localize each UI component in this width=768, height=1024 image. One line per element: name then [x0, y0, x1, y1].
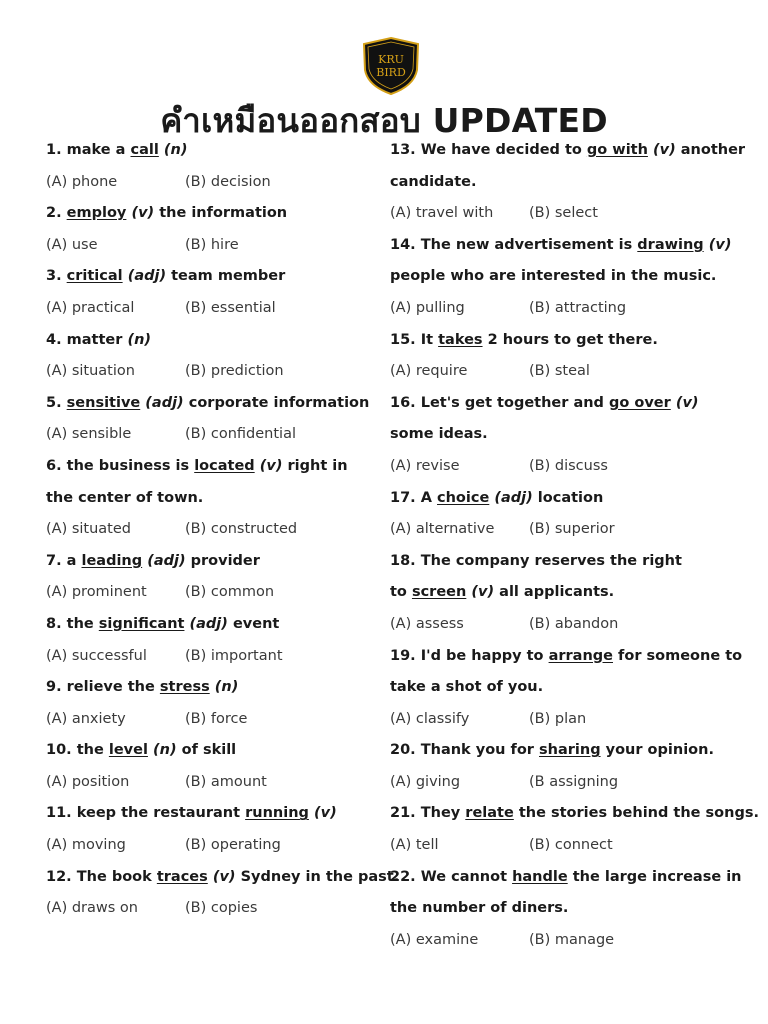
- keyword: significant: [98, 615, 185, 632]
- question-text: Sydney in the past.: [235, 868, 400, 885]
- option-b: (B) steal: [529, 363, 590, 380]
- question-text: of skill: [176, 742, 237, 759]
- option-b: (B) superior: [529, 521, 615, 538]
- question-line: [46, 612, 366, 644]
- right-question-column: [390, 138, 759, 959]
- question-text: to: [390, 584, 412, 601]
- option-a: (A) examine: [390, 931, 479, 948]
- answer-options: [46, 707, 366, 739]
- question-line: [390, 422, 730, 454]
- question-text: 6. the business is: [46, 457, 195, 474]
- answer-options: [46, 296, 366, 328]
- keyword: leading: [81, 552, 143, 569]
- question-line: [390, 328, 730, 360]
- option-b: (B) hire: [185, 236, 239, 253]
- answer-options: [390, 359, 730, 391]
- answer-options: [46, 896, 366, 928]
- question-line: [46, 328, 366, 360]
- question-text: 15. It: [390, 331, 439, 348]
- question-line: [390, 896, 730, 928]
- part-of-speech: (n): [163, 142, 188, 158]
- question-text: 2 hours to get there.: [482, 331, 658, 348]
- option-b: (B) constructed: [185, 521, 298, 538]
- option-a: (A) situation: [46, 363, 135, 380]
- option-a: (A) classify: [390, 710, 470, 727]
- question-text: corporate information: [183, 394, 370, 411]
- question-text: 17. A: [390, 489, 438, 506]
- question-text: your opinion.: [600, 742, 714, 759]
- question-line: [46, 201, 366, 233]
- answer-options: [46, 517, 366, 549]
- option-a: (A) sensible: [46, 426, 132, 443]
- question-text: 20. Thank you for: [390, 742, 540, 759]
- question-line: [390, 549, 730, 581]
- question-line: [46, 865, 400, 897]
- option-a: (A) phone: [46, 173, 118, 190]
- option-b: (B) amount: [185, 773, 267, 790]
- option-b: (B) prediction: [185, 363, 284, 380]
- answer-options: [390, 517, 730, 549]
- option-b: (B) discuss: [529, 457, 608, 474]
- question-line: [46, 454, 366, 486]
- option-b: (B) attracting: [529, 299, 627, 316]
- option-a: (A) moving: [46, 837, 126, 854]
- question-text: 19. I'd be happy to: [390, 647, 549, 664]
- question-line: [390, 264, 730, 296]
- option-b: (B) connect: [529, 837, 613, 854]
- question-line: [46, 675, 366, 707]
- answer-options: [46, 644, 366, 676]
- answer-options: [46, 833, 366, 865]
- question-text: 11. keep the restaurant: [46, 805, 246, 822]
- keyword: sensitive: [66, 394, 141, 411]
- keyword: go with: [586, 142, 648, 158]
- question-text: the center of town.: [46, 489, 204, 506]
- question-text: all applicants.: [494, 584, 615, 601]
- answer-options: [390, 707, 730, 739]
- part-of-speech: (v): [708, 236, 732, 253]
- question-line: [46, 738, 366, 770]
- option-a: (A) position: [46, 773, 130, 790]
- question-text: for someone to: [613, 647, 743, 664]
- part-of-speech: (v): [471, 584, 495, 601]
- option-b: (B) select: [529, 205, 598, 222]
- part-of-speech: (n): [153, 742, 177, 759]
- question-text: 4. matter: [46, 331, 128, 348]
- keyword: critical: [66, 268, 123, 285]
- option-a: (A) situated: [46, 521, 131, 538]
- question-text: 10. the: [46, 742, 109, 759]
- question-text: 13. We have decided to: [390, 142, 587, 158]
- option-b: (B) abandon: [529, 615, 619, 632]
- part-of-speech: (v): [313, 805, 337, 822]
- question-text: 2.: [46, 205, 67, 222]
- part-of-speech: (v): [259, 457, 283, 474]
- question-text: 7. a: [46, 552, 82, 569]
- question-text: provider: [185, 552, 260, 569]
- question-line: [46, 264, 366, 296]
- part-of-speech: (adj): [145, 394, 184, 411]
- question-text: 12. The book: [46, 868, 157, 885]
- question-text: 8. the: [46, 615, 99, 632]
- part-of-speech: (adj): [189, 615, 228, 632]
- part-of-speech: (n): [127, 331, 152, 348]
- option-b: (B) plan: [529, 710, 587, 727]
- answer-options: [46, 359, 366, 391]
- answer-options: [390, 833, 730, 865]
- option-b: (B) copies: [185, 900, 258, 917]
- option-b: (B) essential: [185, 299, 276, 316]
- page-title: คำเหมือนออกสอบ UPDATED: [160, 101, 608, 140]
- part-of-speech: (adj): [494, 489, 533, 506]
- question-line: [46, 801, 366, 833]
- keyword: level: [108, 742, 148, 759]
- keyword: takes: [438, 331, 483, 348]
- option-a: (A) pulling: [390, 299, 465, 316]
- option-b: (B) common: [185, 584, 275, 601]
- answer-options: [390, 201, 730, 233]
- question-text: 1. make a: [46, 142, 131, 158]
- question-text: 16. Let's get together and: [390, 394, 609, 411]
- option-b: (B) confidential: [185, 426, 296, 443]
- question-line: [390, 865, 742, 897]
- option-a: (A) tell: [390, 837, 439, 854]
- option-a: (A) use: [46, 236, 98, 253]
- question-line: [390, 644, 743, 676]
- question-text: 14. The new advertisement is: [390, 236, 638, 253]
- question-text: team member: [166, 268, 286, 285]
- option-a: (A) anxiety: [46, 710, 126, 727]
- question-line: [390, 138, 746, 170]
- part-of-speech: (v): [212, 868, 236, 885]
- question-text: the stories behind the songs.: [513, 805, 759, 822]
- keyword: go over: [608, 394, 671, 411]
- question-text: the large increase in: [567, 868, 742, 885]
- option-a: (A) travel with: [390, 205, 494, 222]
- kru-bird-logo: [360, 36, 422, 96]
- question-text: right in: [282, 457, 348, 474]
- answer-options: [46, 170, 366, 202]
- option-b: (B) force: [185, 710, 248, 727]
- answer-options: [390, 612, 730, 644]
- answer-options: [46, 233, 366, 265]
- keyword: employ: [66, 205, 127, 222]
- question-text: event: [227, 615, 280, 632]
- option-b: (B) operating: [185, 837, 281, 854]
- question-line: [390, 675, 730, 707]
- keyword: handle: [512, 868, 568, 885]
- option-a: (A) practical: [46, 299, 135, 316]
- question-line: [46, 549, 366, 581]
- question-text: 5.: [46, 394, 67, 411]
- option-a: (A) draws on: [46, 900, 138, 917]
- option-a: (A) giving: [390, 773, 461, 790]
- question-text: 18. The company reserves the right: [390, 552, 682, 569]
- answer-options: [46, 770, 366, 802]
- part-of-speech: (v): [675, 394, 699, 411]
- option-b: (B) decision: [185, 173, 271, 190]
- option-b: (B assigning: [529, 773, 619, 790]
- option-a: (A) successful: [46, 647, 147, 664]
- question-text: another: [675, 142, 746, 158]
- question-text: take a shot of you.: [390, 679, 544, 696]
- logo-text-line2: BIRD: [376, 66, 406, 79]
- keyword: relate: [465, 805, 514, 822]
- question-text: 9. relieve the: [46, 679, 160, 696]
- answer-options: [390, 296, 730, 328]
- question-line: [46, 138, 366, 170]
- part-of-speech: (v): [652, 142, 676, 158]
- question-line: [390, 391, 730, 423]
- keyword: located: [194, 457, 255, 474]
- answer-options: [390, 770, 730, 802]
- keyword: call: [130, 142, 159, 158]
- option-b: (B) important: [185, 647, 283, 664]
- question-text: the information: [154, 205, 288, 222]
- keyword: choice: [437, 489, 490, 506]
- question-line: [390, 738, 730, 770]
- option-b: (B) manage: [529, 931, 615, 948]
- question-line: [390, 801, 759, 833]
- answer-options: [46, 580, 366, 612]
- option-a: (A) prominent: [46, 584, 147, 601]
- question-line: [390, 170, 730, 202]
- question-line: [46, 486, 366, 518]
- part-of-speech: (n): [214, 679, 239, 696]
- shield-logo-icon: [360, 36, 422, 96]
- option-a: (A) revise: [390, 457, 460, 474]
- keyword: screen: [411, 584, 467, 601]
- question-text: some ideas.: [390, 426, 488, 443]
- question-line: [390, 233, 730, 265]
- question-text: candidate.: [390, 173, 477, 190]
- logo-text-line1: KRU: [378, 53, 404, 66]
- question-text: 22. We cannot: [390, 868, 513, 885]
- keyword: running: [245, 805, 309, 822]
- option-a: (A) assess: [390, 615, 464, 632]
- keyword: stress: [159, 679, 210, 696]
- question-text: location: [532, 489, 604, 506]
- part-of-speech: (adj): [127, 268, 167, 285]
- answer-options: [390, 454, 730, 486]
- keyword: traces: [156, 868, 208, 885]
- keyword: drawing: [637, 236, 704, 253]
- question-text: 21. They: [390, 805, 466, 822]
- keyword: sharing: [539, 742, 601, 759]
- question-line: [46, 391, 370, 423]
- answer-options: [390, 928, 730, 960]
- question-line: [390, 486, 730, 518]
- part-of-speech: (adj): [147, 552, 186, 569]
- question-line: [390, 580, 730, 612]
- part-of-speech: (v): [131, 205, 155, 222]
- answer-options: [46, 422, 366, 454]
- left-question-column: [46, 138, 400, 928]
- keyword: arrange: [548, 647, 613, 664]
- question-text: people who are interested in the music.: [390, 268, 717, 285]
- question-text: 3.: [46, 268, 67, 285]
- option-a: (A) alternative: [390, 521, 495, 538]
- question-text: the number of diners.: [390, 900, 569, 917]
- option-a: (A) require: [390, 363, 468, 380]
